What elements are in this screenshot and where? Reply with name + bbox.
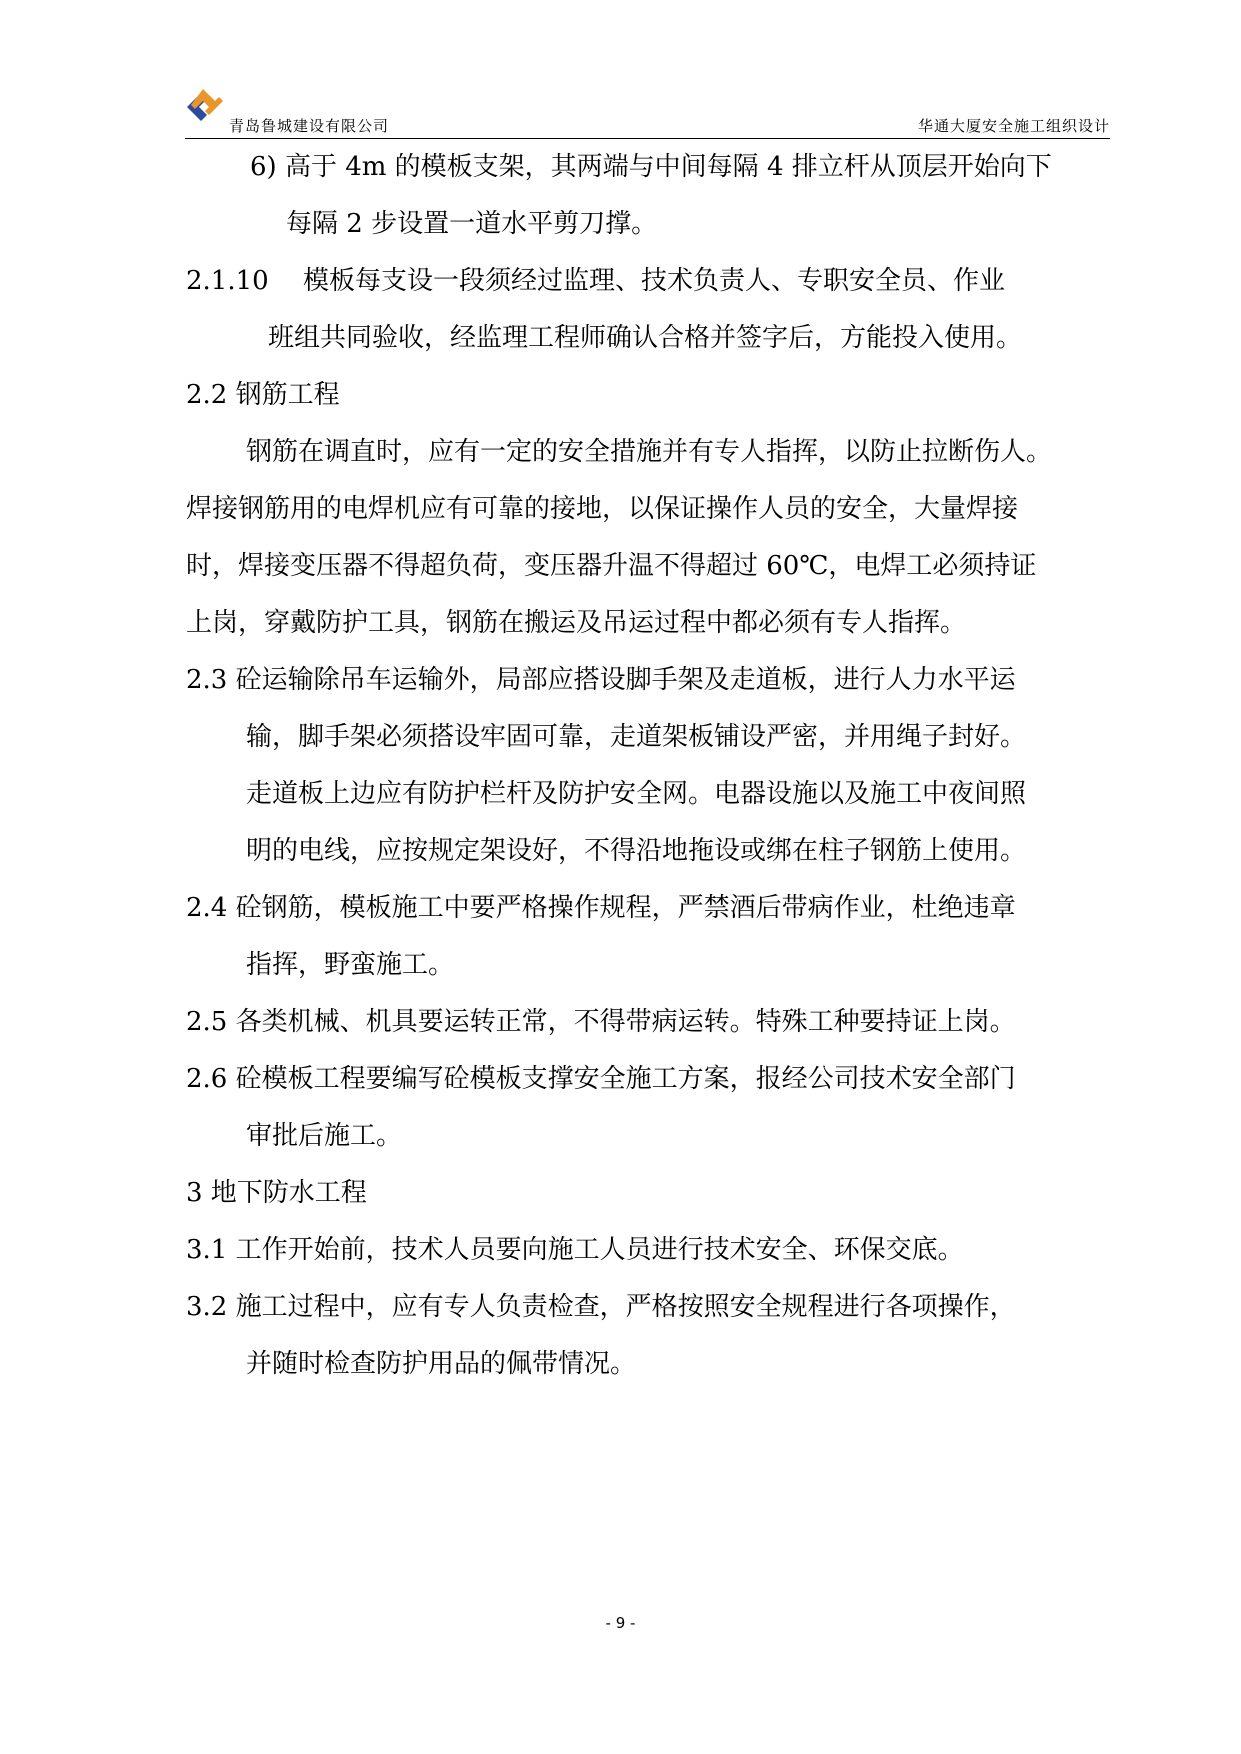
section-heading: 2.2 钢筋工程	[186, 380, 340, 410]
document-title: 华通大厦安全施工组织设计	[917, 117, 1110, 135]
section-heading: 3 地下防水工程	[186, 1178, 367, 1208]
paragraph-line: 明的电线，应按规定架设好，不得沿地拖设或绑在柱子钢筋上使用。	[246, 836, 1027, 866]
paragraph-line: 3.1 工作开始前，技术人员要向施工人员进行技术安全、环保交底。	[186, 1235, 964, 1265]
paragraph-line: 焊接钢筋用的电焊机应有可靠的接地，以保证操作人员的安全，大量焊接	[186, 494, 1019, 524]
paragraph-line: 2.5 各类机械、机具要运转正常，不得带病运转。特殊工种要持证上岗。	[186, 1007, 1016, 1037]
company-name: 青岛鲁城建设有限公司	[229, 117, 390, 135]
paragraph-line: 上岗，穿戴防护工具，钢筋在搬运及吊运过程中都必须有专人指挥。	[186, 608, 967, 638]
company-logo-icon	[185, 85, 225, 129]
paragraph-line: 审批后施工。	[246, 1121, 403, 1151]
paragraph-line: 2.3 砼运输除吊车运输外，局部应搭设脚手架及走道板，进行人力水平运	[186, 665, 1016, 695]
paragraph-line: 钢筋在调直时，应有一定的安全措施并有专人指挥，以防止拉断伤人。	[246, 437, 1053, 467]
paragraph-line: 走道板上边应有防护栏杆及防护安全网。电器设施以及施工中夜间照	[246, 779, 1027, 809]
page-header	[185, 85, 1110, 139]
paragraph-line: 3.2 施工过程中，应有专人负责检查，严格按照安全规程进行各项操作，	[186, 1292, 1016, 1322]
paragraph-line: 时，焊接变压器不得超负荷，变压器升温不得超过 60℃，电焊工必须持证	[186, 551, 1037, 581]
paragraph-line: 输，脚手架必须搭设牢固可靠，走道架板铺设严密，并用绳子封好。	[246, 722, 1027, 752]
paragraph-line: 2.4 砼钢筋，模板施工中要严格操作规程，严禁酒后带病作业，杜绝违章	[186, 893, 1016, 923]
paragraph-line: 6) 高于 4m 的模板支架，其两端与中间每隔 4 排立杆从顶层开始向下	[250, 152, 1052, 182]
page-number: - 9 -	[605, 1614, 636, 1632]
paragraph-line: 班组共同验收，经监理工程师确认合格并签字后，方能投入使用。	[268, 323, 1023, 353]
paragraph-line: 2.1.10 模板每支设一段须经过监理、技术负责人、专职安全员、作业	[186, 266, 1005, 296]
paragraph-line: 指挥，野蛮施工。	[246, 950, 455, 980]
paragraph-line: 2.6 砼模板工程要编写砼模板支撑安全施工方案，报经公司技术安全部门	[186, 1064, 1016, 1094]
paragraph-line: 每隔 2 步设置一道水平剪刀撑。	[286, 209, 658, 239]
paragraph-line: 并随时检查防护用品的佩带情况。	[246, 1349, 637, 1379]
